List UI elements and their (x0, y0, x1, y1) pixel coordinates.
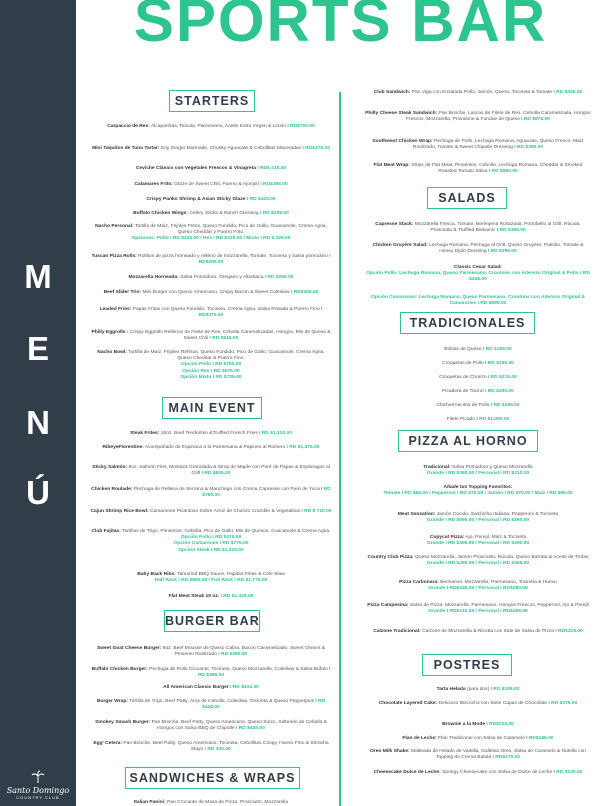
item-name: Mini Taquitos de Tuna Tartar: (92, 146, 160, 151)
item-description: Salsa de Pizza, Mozzarella, Parmesano, Hongos Frescos, Pepperoni, Ajo & Perejil (408, 603, 589, 608)
menu-item (90, 646, 332, 658)
item-description: Tortilla de Maíz, Frijoles Refritos, Queso Fundido, Pico de Gallo, Guacamole, Crema Agria, Queso Cheddar & Puerro Fino. (126, 350, 325, 362)
item-options: Grande I RD $495.00 / Personal I RD $290.00 (426, 541, 530, 547)
item-price: I RD $415.00 (228, 685, 259, 690)
item-description: Pan Brioche, Lascas de Filete de Res, Cebolla Caramelizada, Hongos Frescos, Mozzarella, Provolone & Fondue de Queso (406, 111, 591, 123)
item-description: Calzone de Mozzarella & Ricotta con Side de Salsa de Pizza (420, 629, 554, 634)
menu-item (90, 146, 332, 152)
menu-item (90, 465, 332, 477)
item-description: Tortilla de Maíz, Frijoles Fritos, Queso Fundido, Pico de Gallo, Guacamole, Crema Agria, Queso Cheddar y Puerro Frito. (133, 224, 327, 236)
menu-item (90, 275, 332, 281)
menu-item (365, 265, 591, 284)
item-price: I RD$295.00 (198, 254, 331, 266)
menu-item (90, 741, 332, 753)
menu-letter-3: N (26, 404, 50, 441)
item-description: Strips de Flat Meat, Pimientos, Cebolla, Lechuga Romana, Cheddar & Smoked Roasted Tomato Salsa (409, 163, 583, 175)
item-description: Salsa Pomodoro, Orégano y Albahaca (178, 275, 264, 280)
item-price: I RD $395.00 (197, 667, 331, 679)
item-description: Papas Fritas con Queso Fundido, Tocineta, Crema Agria, Salsa Rosada & Puerro Fino (131, 307, 320, 312)
menu-item (365, 555, 591, 567)
item-price: I RD $425.00 (245, 197, 276, 202)
item-price: I RD $ 710.00 (300, 509, 332, 514)
item-name: Tradicional: (423, 465, 451, 470)
menu-item (90, 445, 332, 451)
menu-item (90, 572, 332, 584)
logo-script: Santo Domingo (6, 786, 70, 795)
menu-item (90, 124, 332, 130)
section-salads: SALADS (427, 187, 507, 209)
menu-item (90, 529, 332, 554)
item-price: I RD $185.00 (489, 687, 520, 692)
item-description: Bechamel, Mozzarella, Parmesano, Tocineta & Huevo (438, 580, 557, 585)
menu-item (365, 139, 591, 151)
item-price: I RD$295.00 (258, 182, 288, 187)
item-name: Egg' Cetera: (93, 741, 123, 746)
item-name: Leaded Fries: (99, 307, 132, 312)
section-starters: STARTERS (169, 90, 255, 112)
item-description: 8oz. Salmón Filet, Mostaza Granulada & Sirop de Maple con Puré de Papas & Espárragos al Grill (127, 465, 330, 477)
item-name: Crispy Panko Shrimp & Asian Sticky Glaze (146, 197, 246, 202)
menu-item (90, 197, 332, 203)
section-postres: POSTRES (422, 654, 512, 676)
item-description: Tortilla de Trigo, Beef Patty, Aros de Cebolla, Coleslaw, Tocineta & Queso Pepperjack (128, 699, 314, 704)
menu-item (365, 163, 591, 175)
menu-item (365, 749, 591, 761)
item-price: I RD $875.00 (519, 117, 550, 123)
item-price: I RD $130.00 (552, 770, 583, 775)
item-name: Pizza Carbonara: (399, 580, 439, 585)
menu-item (365, 417, 591, 423)
item-description: Jamón Cocido, Salchicha Italiana, Pepperoni & Tocineta (435, 512, 559, 517)
item-options: Grande I RD $595.00 / Personal I RD $390.00 (426, 518, 530, 524)
item-description: Spongy Cheesecake con Salsa de Dulce de Leche (440, 770, 553, 775)
item-description: 8oz. Beef Mousse de Queso Cabra, Bacon Caramelizado, Sweet Onions & Pimiento Rostizado (161, 646, 326, 658)
menu-letter-4: Ú (26, 474, 50, 511)
section-burger-bar: BURGER BAR (164, 610, 260, 632)
menu-item (365, 580, 591, 592)
menu-item (90, 182, 332, 188)
item-description: Celery Sticks & Ranch Dressing (187, 211, 259, 216)
item-price: I RD 340.00 (203, 747, 231, 753)
item-name: Chicken Roulade: (91, 487, 133, 492)
item-options: Opción Steak I RD $1,320.00 (178, 547, 244, 553)
item-options: Opción Res I RD $675.00 (182, 368, 240, 374)
menu-item (90, 307, 332, 319)
item-price: I RD$700.00 (285, 124, 315, 129)
item-options: Opción Camarones I RD $775.00 (173, 541, 249, 547)
item-price: I RD $395.00 (486, 249, 517, 255)
item-description: Pechuga de Rellena de Serrano & Manchego con Crema Capresse con Puré de Yuca (132, 487, 320, 492)
item-price: I RD$ 415.00 (255, 166, 287, 171)
item-name: Buffalo Chicken Wings: (133, 211, 188, 216)
menu-item (365, 222, 591, 234)
item-name: Pizza Campesina: (367, 603, 409, 608)
item-price: I RD $345.00 (552, 90, 583, 95)
item-name: Sticky Salmón: (92, 465, 128, 470)
item-options: Opciones: Pollo I RD $325.00 / Res I RD $325.00 / Mixto I RD $ 325.00 (131, 236, 291, 242)
menu-item (90, 431, 332, 437)
item-name: Steak Frites: (130, 431, 160, 436)
menu-item (90, 224, 332, 243)
item-description: Lechuga Romana, Pechuga al Grill, Queso Gruyère, Palmito, Tomate & Honey Dijón Dressing (427, 243, 584, 255)
item-description: Filete Picado (446, 417, 475, 422)
item-description: Pan Crocante de Masa de Pizza, Prosciutto, Mozzarella (165, 800, 289, 805)
item-description: (para dos) (465, 687, 490, 692)
item-description: Tamarind BBQ Sauce, Papitas Fritas & Cole Slaw (175, 572, 285, 577)
menu-item (365, 465, 591, 477)
menu-item (90, 667, 332, 679)
item-options: Half Rack I RD $850.00 / Full Rack I RD $1,775.00 (154, 578, 268, 584)
item-price: I RD$225.00 (485, 722, 514, 727)
menu-item (365, 722, 591, 728)
item-name: Calzone Tradicional: (373, 629, 421, 634)
item-name: Mozzarella Horneada: (128, 275, 179, 280)
item-price: I RD $395.00 (495, 228, 526, 234)
section-tradicionales: TRADICIONALES (400, 312, 535, 334)
page-title: SPORTS BAR (133, 0, 548, 54)
column-divider (339, 92, 341, 806)
item-options: Opción Camarones: Lechuga Romana, Queso Parmesano, Croutons con Aderezo Original & Camarones I RD $595.00 (371, 295, 585, 307)
menu-item (90, 487, 332, 499)
item-name: Smokey Smash Burger: (95, 720, 151, 725)
menu-item (365, 375, 591, 381)
menu-letter-2: E (26, 330, 49, 367)
menu-item (365, 535, 591, 547)
menu-item (90, 800, 332, 806)
item-description: Mozzarella Fresca, Tomate, Berenjena Rostizada, Portobello al Grill, Rúcula, Prosciutto & Truffled Balsamic (413, 222, 581, 234)
item-name: Sweet Goat Cheese Burger: (96, 646, 162, 651)
section-pizza: PIZZA AL HORNO (398, 430, 538, 452)
item-description: Croquetas de Pollo (442, 361, 484, 366)
item-price: I RD $295.00 (258, 211, 289, 216)
item-name: Calamares Frito: (134, 182, 173, 187)
item-name: Chicken Gruyère Salad: (372, 243, 428, 248)
item-name: Cajun Shrimp Rice Bowl: (90, 509, 149, 514)
menu-item (90, 330, 332, 342)
item-name: Ceviche Clásico con Vegetales Frescos & Vinagreta (135, 166, 256, 171)
item-description: Acompañado de Espinaca a la Parmesana & Papines al Romero (143, 445, 286, 450)
item-description: 10oz. Beef Tenderloin &Truffled French Fries (159, 431, 258, 436)
item-name: Beef Slider Trio: (103, 290, 142, 295)
menu-item (365, 347, 591, 353)
item-price: I RD $1,375.00 (285, 445, 320, 450)
item-price: I RD $1,325.00 (219, 594, 254, 599)
item-description: Crispy Eggrolls Rellenos de Filete de Res, Cebolla Caramelizadas, Hongos, Mix de Queso & Sweet Chili (128, 330, 331, 342)
item-name: Nacho Personal: (95, 224, 134, 229)
item-price: I RD $425.00 (234, 726, 265, 732)
menu-item (365, 289, 591, 308)
item-name: RibeyeFlorentine: (102, 445, 144, 450)
item-description: Ajo, Perejil, Maíz & Tocineta (464, 535, 527, 540)
item-price: I RD $515.00 (208, 336, 239, 342)
item-description: Pechuga de Pollo, Lechuga Romana, Aguacate, Queso Fresco, Maíz Rostizado, Tomate & Sweet Chipotle Dressing (412, 139, 584, 151)
menu-item (365, 770, 591, 776)
item-description: Glaze de Sweet Chili, Puerro & Ajonjolí (172, 182, 259, 187)
item-name: Copycat Pizza: (429, 535, 465, 540)
item-description: Alcaparritas, Rúcula, Parmesano, Aceite Extra Virgen & Limón (149, 124, 286, 129)
menu-item (90, 720, 332, 732)
item-options: Grande I RD $380.00 / Personal I RD $210.00 (426, 471, 530, 477)
item-options: Opción Mixto I RD $725.00 (180, 374, 242, 380)
item-description: Picadera de Tocino (442, 389, 484, 394)
item-price: I RD$365.00 (289, 290, 319, 295)
item-options: Grande I RD$410.00 / Personal I RD$195.00 (428, 609, 528, 615)
item-name: Club Fajitas: (91, 529, 121, 534)
item-name: Carpaccio de Res: (107, 124, 150, 129)
item-description: Queso Mozzarella, Jamón Prosciutto, Rúcula, Queso Burrata & Aceite de Trufas (413, 555, 589, 560)
item-description: Tortillas de Trigo, Pimientos, Cebolla, Pico de Gallo, Mix de Quesos, Guacamole & Crema Agria. (120, 529, 331, 534)
item-options: Grande I RD$435.00 / Personal I RD$280.00 (428, 586, 528, 592)
item-description: Pan Viga con Ensalada Pollo, Jamón, Queso, Tocineta & Tomate (410, 90, 553, 95)
menu-item (365, 485, 591, 497)
item-description: Delicioso Bizcocho con Siete Capas de Chocolate (437, 701, 548, 706)
menu-letter-1: M (24, 258, 52, 295)
item-description: Pan Brioche, Beef Patty, Queso Americano, Tocineta, Cebollitas Crispy, Huevo Frito & Sriracha Mayo (122, 741, 329, 753)
item-name: Classic Cesar Salad: (453, 265, 503, 270)
item-description: Pechuga de Pollo Crocante, Tocineta, Queso Mozzarella, Coleslaw & Salsa Búfalo (147, 667, 328, 672)
menu-item (365, 403, 591, 409)
menu-item (90, 211, 332, 217)
item-price: I RD $1,120.00 (257, 431, 292, 436)
item-price: I RD$375.00 (198, 307, 323, 319)
item-description: Mini Burger con Queso Americano, Crispy Bacon & Sweet Coleslaw (141, 290, 290, 295)
item-name: Flan de Leche: (402, 736, 437, 741)
menu-item (90, 699, 332, 711)
item-price: I RD $195.00 (483, 361, 514, 366)
item-name: Capresse Stack: (375, 222, 414, 227)
item-description: Bolitas de Queso (444, 347, 482, 352)
item-price: I RD $260.00 (263, 275, 294, 280)
menu-item (90, 509, 332, 515)
item-options: Tomate I RD $65.00 / Pepperoni I RD $70.00 / Jamón I RD $70.00 / Maíz I RD $95.00 (383, 491, 573, 497)
item-name: Southwest Chicken Wrap: (372, 139, 433, 144)
item-description: Pan Brioche, Beef Patty, Queso Americano, Queso Suizo, Salteado de Cebolla & Hongos con Salsa BBQ de Chipotle (150, 720, 327, 732)
item-name: Philly Cheese Steak Sandwich: (365, 111, 438, 116)
menu-item (90, 685, 332, 691)
menu-item (365, 736, 591, 742)
item-description: Salsa Pomodoro y Queso Mozzarella (450, 465, 533, 470)
menu-item (365, 243, 591, 255)
item-price: I RD $650.00 (487, 169, 518, 175)
item-name: Tuscan Pizza Rolls: (91, 254, 137, 259)
item-name: Baby Back Ribs: (137, 572, 176, 577)
menu-item (365, 512, 591, 524)
section-main-event: MAIN EVENT (162, 397, 262, 419)
palm-tree-icon (6, 770, 70, 786)
menu-item (365, 687, 591, 693)
menu-item (365, 603, 591, 615)
item-options: Grande I RD $495.00 / Personal I RD $395.00 (426, 561, 530, 567)
item-name: Chocolate Layered Cake: (378, 701, 438, 706)
item-description: Malteada de Helado de Vainilla, Galletas Oreo, Salsa de Caramelo & Nutella con Topping de Crema Batida (409, 749, 587, 761)
sidebar (0, 0, 76, 806)
item-description: Soy Ginger Marinade, Chunky Aguacate & Cebollitas Maceradas (159, 146, 302, 151)
item-name: Cheesecake Dulce de Leche: (373, 770, 441, 775)
menu-item (90, 254, 332, 266)
item-name: Brownie a la Mode (442, 722, 486, 727)
menu-item (365, 361, 591, 367)
menu-item (90, 166, 332, 172)
menu-item (365, 111, 591, 123)
item-price: I RD$315.00 (553, 629, 583, 634)
menu-item (365, 90, 591, 96)
menu-item (365, 701, 591, 707)
menu-item (90, 594, 332, 600)
item-description: Flan Tradicional con Salsa de Caramelo (436, 736, 525, 741)
item-price: I RD $375.00 (547, 701, 578, 706)
item-name: Tarta Helada (436, 687, 466, 692)
item-description: Chicharroncitos de Pollo (436, 403, 490, 408)
item-price: I RD $395.00 (512, 145, 544, 151)
item-price: I RD $195.00 (481, 347, 512, 352)
item-name: Flat Meat Steak 10 oz. (168, 594, 220, 599)
menu-item (90, 350, 332, 381)
item-price: I RD $295.00 (489, 403, 520, 408)
item-options: Opción Pollo I RD $750.00 (180, 362, 242, 368)
item-price: I RD $215.00 (486, 375, 517, 380)
item-price: I RD$275.00 (491, 755, 521, 761)
item-price: I RD$375.00 (301, 146, 330, 151)
item-description: Rollitos de pizza horneado y relleno de mozzarella, Tomate, Tocineta y Salsa pomodoro (136, 254, 328, 259)
item-name: All American Classic Burger (163, 685, 229, 690)
item-price: I RD $760.00 (202, 487, 331, 499)
item-options: Opción Pollo: Lechuga Romana, Queso Parmesano, Croutons con Aderezo Original & Pollo I RD $445.00 (366, 271, 590, 283)
item-name: Buffalo Chicken Burger: (91, 667, 148, 672)
item-price: I RD $825.00 (200, 471, 231, 477)
item-price: I RD $490.00 (483, 389, 514, 394)
item-price: I RD $490.00 (216, 652, 248, 658)
menu-item (365, 629, 591, 635)
item-name: Country Club Pizza: (367, 555, 414, 560)
item-description: Croquetas de Chorizo (439, 375, 487, 380)
item-description: Camarones Picantoso Sobre Arroz de Chorizo Crumble & Vegetalitos (148, 509, 301, 514)
menu-item (365, 389, 591, 395)
item-price: I RD $1,090.00 (475, 417, 510, 422)
item-price: I RD$165.00 (524, 736, 554, 741)
item-name: Burger Wrap: (96, 699, 129, 704)
logo-subtitle: COUNTRY CLUB (16, 795, 60, 800)
section-sandwiches: SANDWICHES & WRAPS (125, 767, 300, 789)
menu-item (90, 290, 332, 296)
item-name: Meat Sensation: (397, 512, 436, 517)
item-name: Oreo Milk Shake: (369, 749, 410, 754)
item-name: Italian Panini: (133, 800, 166, 805)
club-logo (6, 770, 70, 800)
item-name: Flat Meat Wrap: (373, 163, 410, 168)
item-price: I RD $420.00 (202, 699, 326, 711)
item-name: Nacho Bowl: (97, 350, 127, 355)
item-name: Añade tus Topping Favoritos: (443, 485, 513, 490)
item-name: Philly Eggrolls : (91, 330, 129, 335)
item-name: Club Sandwich: (373, 90, 411, 95)
item-options: Opción Pollo I RD $475.00 (180, 535, 242, 541)
